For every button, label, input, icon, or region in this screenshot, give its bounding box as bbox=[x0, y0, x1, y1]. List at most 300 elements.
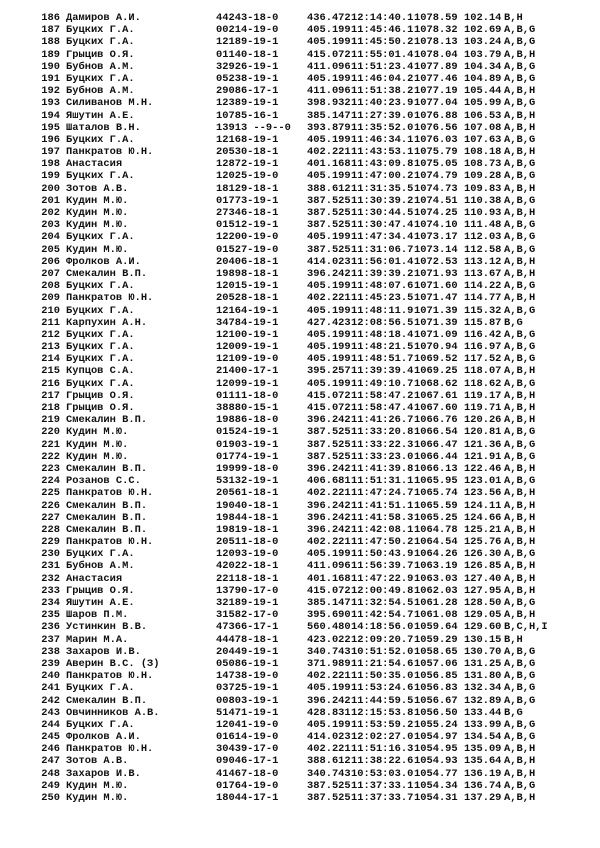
place-number: 187 bbox=[41, 24, 60, 37]
coefficient-value: 128.50 bbox=[464, 597, 502, 609]
ring-number: 09046-17-1 bbox=[216, 755, 279, 768]
arrival-time: 11:51:38.2 bbox=[351, 85, 414, 98]
speed-value: 1054.93 bbox=[414, 755, 458, 768]
ring-number: 21400-17-1 bbox=[216, 365, 279, 378]
place-number: 245 bbox=[41, 731, 60, 744]
coefficient-value: 105.99 bbox=[464, 97, 502, 110]
place-number: 208 bbox=[41, 280, 60, 293]
fancier-name: Смекалин В.П. bbox=[66, 499, 148, 512]
ring-number: 32189-19-1 bbox=[216, 597, 279, 609]
arrival-time: 11:41:51.1 bbox=[351, 499, 414, 512]
fancier-name: Смекалин В.П. bbox=[66, 414, 148, 427]
fancier-name: Кудин М.Ю. bbox=[66, 450, 129, 463]
speed-value: 1071.47 bbox=[414, 292, 458, 305]
distance-km: 405.199 bbox=[307, 548, 351, 561]
arrival-time: 11:55:01.4 bbox=[351, 48, 414, 61]
category-tags: A,B,G bbox=[504, 779, 536, 792]
fancier-name: Розанов С.С. bbox=[66, 475, 141, 488]
speed-value: 1078.13 bbox=[414, 36, 458, 49]
ring-number: 01903-19-1 bbox=[216, 438, 279, 451]
fancier-name: Захаров И.В. bbox=[66, 645, 141, 658]
category-tags: A,B,H bbox=[504, 743, 536, 756]
distance-km: 423.022 bbox=[307, 633, 351, 646]
speed-value: 1054.95 bbox=[414, 743, 458, 756]
coefficient-value: 106.53 bbox=[464, 109, 502, 122]
ring-number: 12189-19-1 bbox=[216, 36, 279, 49]
arrival-time: 11:41:26.7 bbox=[351, 414, 414, 427]
place-number: 244 bbox=[41, 718, 60, 731]
speed-value: 1054.31 bbox=[414, 792, 458, 804]
speed-value: 1056.83 bbox=[414, 682, 458, 695]
category-tags: A,B,G bbox=[504, 243, 536, 256]
place-number: 204 bbox=[41, 231, 60, 244]
speed-value: 1076.03 bbox=[414, 133, 458, 146]
arrival-time: 11:44:59.5 bbox=[351, 694, 414, 707]
fancier-name: Буцких Г.А. bbox=[66, 36, 135, 49]
distance-km: 371.989 bbox=[307, 657, 351, 670]
arrival-time: 11:48:18.4 bbox=[351, 328, 414, 341]
speed-value: 1075.05 bbox=[414, 158, 458, 171]
place-number: 250 bbox=[41, 792, 60, 804]
distance-km: 401.168 bbox=[307, 158, 351, 171]
fancier-name: Марин М.А. bbox=[66, 633, 129, 646]
ring-number: 01774-19-1 bbox=[216, 450, 279, 463]
arrival-time: 11:47:00.2 bbox=[351, 170, 414, 183]
coefficient-value: 105.44 bbox=[464, 85, 502, 98]
ring-number: 20528-18-1 bbox=[216, 292, 279, 305]
fancier-name: Буцких Г.А. bbox=[66, 304, 135, 317]
coefficient-value: 123.56 bbox=[464, 487, 502, 500]
ring-number: 12041-19-0 bbox=[216, 718, 279, 731]
speed-value: 1077.04 bbox=[414, 97, 458, 110]
fancier-name: Буцких Г.А. bbox=[66, 548, 135, 561]
arrival-time: 11:43:53.1 bbox=[351, 146, 414, 159]
fancier-name: Фролков А.И. bbox=[66, 731, 141, 744]
speed-value: 1063.03 bbox=[414, 572, 458, 585]
arrival-time: 11:31:06.7 bbox=[351, 243, 414, 256]
coefficient-value: 129.05 bbox=[464, 609, 502, 622]
ring-number: 12025-19-0 bbox=[216, 170, 279, 183]
arrival-time: 11:58:47.4 bbox=[351, 402, 414, 414]
speed-value: 1070.94 bbox=[414, 341, 458, 354]
distance-km: 414.023 bbox=[307, 255, 351, 268]
arrival-time: 12:14:40.1 bbox=[351, 12, 414, 24]
category-tags: A,B,H bbox=[504, 402, 536, 414]
ring-number: 12093-19-0 bbox=[216, 548, 279, 561]
ring-number: 01512-19-1 bbox=[216, 219, 279, 232]
distance-km: 387.525 bbox=[307, 207, 351, 219]
coefficient-value: 114.22 bbox=[464, 280, 502, 293]
coefficient-value: 116.42 bbox=[464, 328, 502, 341]
coefficient-value: 125.76 bbox=[464, 536, 502, 549]
fancier-name: Анастасия bbox=[66, 158, 123, 171]
fancier-name: Панкратов Ю.Н. bbox=[66, 743, 154, 756]
coefficient-value: 133.99 bbox=[464, 718, 502, 731]
ring-number: 20511-18-0 bbox=[216, 536, 279, 549]
ring-number: 05238-19-1 bbox=[216, 72, 279, 85]
category-tags: A,B,H bbox=[504, 584, 536, 597]
ring-number: 19999-18-0 bbox=[216, 462, 279, 475]
arrival-time: 11:48:51.7 bbox=[351, 353, 414, 366]
distance-km: 388.612 bbox=[307, 755, 351, 768]
coefficient-value: 104.34 bbox=[464, 60, 502, 73]
distance-km: 402.221 bbox=[307, 743, 351, 756]
category-tags: A,B,G bbox=[504, 133, 536, 146]
speed-value: 1066.76 bbox=[414, 414, 458, 427]
distance-km: 395.690 bbox=[307, 609, 351, 622]
category-tags: A,B,H bbox=[504, 755, 536, 768]
distance-km: 398.932 bbox=[307, 97, 351, 110]
arrival-time: 11:42:54.7 bbox=[351, 609, 414, 622]
speed-value: 1071.93 bbox=[414, 267, 458, 280]
fancier-name: Кудин М.Ю. bbox=[66, 219, 129, 232]
arrival-time: 12:02:27.0 bbox=[351, 731, 414, 744]
category-tags: A,B,G bbox=[504, 475, 536, 488]
fancier-name: Захаров И.В. bbox=[66, 767, 141, 780]
distance-km: 405.199 bbox=[307, 280, 351, 293]
speed-value: 1073.17 bbox=[414, 231, 458, 244]
ring-number: 38880-15-1 bbox=[216, 402, 279, 414]
ring-number: 01773-19-1 bbox=[216, 194, 279, 207]
place-number: 192 bbox=[41, 85, 60, 98]
ring-number: 19898-18-1 bbox=[216, 267, 279, 280]
coefficient-value: 118.07 bbox=[464, 365, 502, 378]
coefficient-value: 110.38 bbox=[464, 194, 502, 207]
distance-km: 340.743 bbox=[307, 645, 351, 658]
place-number: 199 bbox=[41, 170, 60, 183]
distance-km: 387.525 bbox=[307, 194, 351, 207]
fancier-name: Кудин М.Ю. bbox=[66, 779, 129, 792]
coefficient-value: 112.03 bbox=[464, 231, 502, 244]
coefficient-value: 109.28 bbox=[464, 170, 502, 183]
speed-value: 1056.50 bbox=[414, 706, 458, 719]
distance-km: 405.199 bbox=[307, 328, 351, 341]
place-number: 205 bbox=[41, 243, 60, 256]
fancier-name: Грыцив О.Я. bbox=[66, 584, 135, 597]
speed-value: 1073.14 bbox=[414, 243, 458, 256]
distance-km: 414.023 bbox=[307, 731, 351, 744]
arrival-time: 11:51:23.4 bbox=[351, 60, 414, 73]
ring-number: 44243-18-0 bbox=[216, 12, 279, 24]
distance-km: 405.199 bbox=[307, 377, 351, 390]
fancier-name: Анастасия bbox=[66, 572, 123, 585]
category-tags: A,B,G bbox=[504, 219, 536, 232]
fancier-name: Кудин М.Ю. bbox=[66, 243, 129, 256]
distance-km: 411.096 bbox=[307, 85, 351, 98]
category-tags: A,B,H bbox=[504, 389, 536, 402]
place-number: 222 bbox=[41, 450, 60, 463]
arrival-time: 11:35:52.0 bbox=[351, 121, 414, 134]
ring-number: 01111-18-0 bbox=[216, 389, 279, 402]
ring-number: 10785-16-1 bbox=[216, 109, 279, 122]
fancier-name: Буцких Г.А. bbox=[66, 24, 135, 37]
coefficient-value: 119.17 bbox=[464, 389, 502, 402]
place-number: 213 bbox=[41, 341, 60, 354]
coefficient-value: 134.54 bbox=[464, 731, 502, 744]
ring-number: 41467-18-0 bbox=[216, 767, 279, 780]
distance-km: 405.199 bbox=[307, 682, 351, 695]
distance-km: 411.096 bbox=[307, 60, 351, 73]
speed-value: 1074.25 bbox=[414, 207, 458, 219]
distance-km: 405.199 bbox=[307, 718, 351, 731]
place-number: 190 bbox=[41, 60, 60, 73]
arrival-time: 11:48:21.5 bbox=[351, 341, 414, 354]
ring-number: 19040-18-1 bbox=[216, 499, 279, 512]
distance-km: 396.242 bbox=[307, 414, 351, 427]
ring-number: 12200-19-0 bbox=[216, 231, 279, 244]
arrival-time: 11:56:39.7 bbox=[351, 560, 414, 573]
arrival-time: 11:47:24.7 bbox=[351, 487, 414, 500]
fancier-name: Смекалин В.П. bbox=[66, 267, 148, 280]
arrival-time: 11:37:33.7 bbox=[351, 792, 414, 804]
distance-km: 396.242 bbox=[307, 499, 351, 512]
speed-value: 1076.56 bbox=[414, 121, 458, 134]
coefficient-value: 133.44 bbox=[464, 706, 502, 719]
coefficient-value: 135.09 bbox=[464, 743, 502, 756]
arrival-time: 11:50:35.0 bbox=[351, 670, 414, 683]
speed-value: 1054.77 bbox=[414, 767, 458, 780]
fancier-name: Яшутин А.Е. bbox=[66, 597, 135, 609]
coefficient-value: 122.46 bbox=[464, 462, 502, 475]
category-tags: B,C,H,I bbox=[504, 621, 548, 634]
category-tags: A,B,G bbox=[504, 194, 536, 207]
distance-km: 396.242 bbox=[307, 462, 351, 475]
arrival-time: 11:50:43.9 bbox=[351, 548, 414, 561]
arrival-time: 11:47:34.4 bbox=[351, 231, 414, 244]
speed-value: 1059.29 bbox=[414, 633, 458, 646]
category-tags: A,B,H bbox=[504, 267, 536, 280]
arrival-time: 11:30:39.2 bbox=[351, 194, 414, 207]
arrival-time: 11:41:58.3 bbox=[351, 511, 414, 524]
speed-value: 1076.88 bbox=[414, 109, 458, 122]
coefficient-value: 118.62 bbox=[464, 377, 502, 390]
ring-number: 22118-18-1 bbox=[216, 572, 279, 585]
ring-number: 31582-17-0 bbox=[216, 609, 279, 622]
ring-number: 12100-19-1 bbox=[216, 328, 279, 341]
place-number: 224 bbox=[41, 475, 60, 488]
speed-value: 1072.53 bbox=[414, 255, 458, 268]
coefficient-value: 104.89 bbox=[464, 72, 502, 85]
speed-value: 1066.47 bbox=[414, 438, 458, 451]
speed-value: 1065.95 bbox=[414, 475, 458, 488]
coefficient-value: 116.97 bbox=[464, 341, 502, 354]
distance-km: 405.199 bbox=[307, 72, 351, 85]
category-tags: A,B,H bbox=[504, 182, 536, 195]
coefficient-value: 121.91 bbox=[464, 450, 502, 463]
speed-value: 1077.46 bbox=[414, 72, 458, 85]
coefficient-value: 124.66 bbox=[464, 511, 502, 524]
arrival-time: 11:56:01.4 bbox=[351, 255, 414, 268]
distance-km: 402.221 bbox=[307, 536, 351, 549]
fancier-name: Буцких Г.А. bbox=[66, 377, 135, 390]
ring-number: 51471-19-1 bbox=[216, 706, 279, 719]
speed-value: 1067.61 bbox=[414, 389, 458, 402]
category-tags: A,B,H bbox=[504, 523, 536, 536]
place-number: 201 bbox=[41, 194, 60, 207]
ring-number: 34784-19-1 bbox=[216, 316, 279, 329]
category-tags: A,B,H bbox=[504, 292, 536, 305]
category-tags: A,B,G bbox=[504, 341, 536, 354]
speed-value: 1077.19 bbox=[414, 85, 458, 98]
place-number: 212 bbox=[41, 328, 60, 341]
place-number: 226 bbox=[41, 499, 60, 512]
speed-value: 1078.04 bbox=[414, 48, 458, 61]
category-tags: A,B,G bbox=[504, 657, 536, 670]
speed-value: 1056.85 bbox=[414, 670, 458, 683]
coefficient-value: 102.14 bbox=[464, 12, 502, 24]
category-tags: A,B,G bbox=[504, 450, 536, 463]
fancier-name: Буцких Г.А. bbox=[66, 170, 135, 183]
category-tags: B,G bbox=[504, 316, 523, 329]
place-number: 194 bbox=[41, 109, 60, 122]
fancier-name: Панкратов Ю.Н. bbox=[66, 292, 154, 305]
place-number: 214 bbox=[41, 353, 60, 366]
place-number: 242 bbox=[41, 694, 60, 707]
place-number: 189 bbox=[41, 48, 60, 61]
arrival-time: 11:46:04.2 bbox=[351, 72, 414, 85]
category-tags: A,B,H bbox=[504, 487, 536, 500]
fancier-name: Панкратов Ю.Н. bbox=[66, 146, 154, 159]
place-number: 240 bbox=[41, 670, 60, 683]
ring-number: 00803-19-1 bbox=[216, 694, 279, 707]
fancier-name: Кудин М.Ю. bbox=[66, 426, 129, 439]
fancier-name: Буцких Г.А. bbox=[66, 231, 135, 244]
category-tags: A,B,G bbox=[504, 24, 536, 37]
ring-number: 20530-18-1 bbox=[216, 146, 279, 159]
distance-km: 436.472 bbox=[307, 12, 351, 24]
ring-number: 01524-19-1 bbox=[216, 426, 279, 439]
coefficient-value: 130.15 bbox=[464, 633, 502, 646]
speed-value: 1054.34 bbox=[414, 779, 458, 792]
category-tags: A,B,G bbox=[504, 97, 536, 110]
speed-value: 1078.59 bbox=[414, 12, 458, 24]
category-tags: A,B,G bbox=[504, 72, 536, 85]
arrival-time: 11:21:54.6 bbox=[351, 657, 414, 670]
fancier-name: Грыцив О.Я. bbox=[66, 48, 135, 61]
ring-number: 20449-19-1 bbox=[216, 645, 279, 658]
distance-km: 387.525 bbox=[307, 219, 351, 232]
category-tags: A,B,H bbox=[504, 511, 536, 524]
coefficient-value: 103.24 bbox=[464, 36, 502, 49]
category-tags: A,B,H bbox=[504, 609, 536, 622]
fancier-name: Панкратов Ю.Н. bbox=[66, 670, 154, 683]
ring-number: 00214-19-0 bbox=[216, 24, 279, 37]
distance-km: 405.199 bbox=[307, 353, 351, 366]
category-tags: A,B,G bbox=[504, 731, 536, 744]
ring-number: 19844-18-1 bbox=[216, 511, 279, 524]
speed-value: 1066.44 bbox=[414, 450, 458, 463]
arrival-time: 11:37:33.1 bbox=[351, 779, 414, 792]
category-tags: A,B,H bbox=[504, 109, 536, 122]
ring-number: 12164-19-1 bbox=[216, 304, 279, 317]
place-number: 230 bbox=[41, 548, 60, 561]
speed-value: 1059.64 bbox=[414, 621, 458, 634]
ring-number: 01764-19-0 bbox=[216, 779, 279, 792]
ring-number: 13913 --9--0 bbox=[216, 121, 291, 134]
fancier-name: Карпухин А.Н. bbox=[66, 316, 148, 329]
coefficient-value: 103.79 bbox=[464, 48, 502, 61]
arrival-time: 11:32:54.5 bbox=[351, 597, 414, 609]
fancier-name: Бубнов А.М. bbox=[66, 560, 135, 573]
arrival-time: 11:51:31.1 bbox=[351, 475, 414, 488]
category-tags: B,H bbox=[504, 12, 523, 24]
ring-number: 18044-17-1 bbox=[216, 792, 279, 804]
fancier-name: Шаталов В.Н. bbox=[66, 121, 141, 134]
category-tags: A,B,H bbox=[504, 365, 536, 378]
place-number: 206 bbox=[41, 255, 60, 268]
place-number: 217 bbox=[41, 389, 60, 402]
distance-km: 415.072 bbox=[307, 402, 351, 414]
arrival-time: 11:45:46.1 bbox=[351, 24, 414, 37]
distance-km: 402.221 bbox=[307, 146, 351, 159]
ring-number: 12168-19-1 bbox=[216, 133, 279, 146]
distance-km: 395.257 bbox=[307, 365, 351, 378]
distance-km: 402.221 bbox=[307, 670, 351, 683]
coefficient-value: 115.87 bbox=[464, 316, 502, 329]
arrival-time: 12:15:53.8 bbox=[351, 706, 414, 719]
arrival-time: 11:33:20.8 bbox=[351, 426, 414, 439]
fancier-name: Зотов А.В. bbox=[66, 182, 129, 195]
fancier-name: Буцких Г.А. bbox=[66, 341, 135, 354]
place-number: 228 bbox=[41, 523, 60, 536]
place-number: 193 bbox=[41, 97, 60, 110]
arrival-time: 11:45:23.5 bbox=[351, 292, 414, 305]
coefficient-value: 137.29 bbox=[464, 792, 502, 804]
place-number: 219 bbox=[41, 414, 60, 427]
fancier-name: Буцких Г.А. bbox=[66, 353, 135, 366]
speed-value: 1074.10 bbox=[414, 219, 458, 232]
ring-number: 20561-18-1 bbox=[216, 487, 279, 500]
ring-number: 47366-17-1 bbox=[216, 621, 279, 634]
speed-value: 1071.39 bbox=[414, 316, 458, 329]
coefficient-value: 130.70 bbox=[464, 645, 502, 658]
speed-value: 1056.67 bbox=[414, 694, 458, 707]
ring-number: 12389-19-1 bbox=[216, 97, 279, 110]
distance-km: 387.525 bbox=[307, 450, 351, 463]
coefficient-value: 136.19 bbox=[464, 767, 502, 780]
place-number: 237 bbox=[41, 633, 60, 646]
coefficient-value: 131.25 bbox=[464, 657, 502, 670]
arrival-time: 11:51:16.3 bbox=[351, 743, 414, 756]
speed-value: 1064.78 bbox=[414, 523, 458, 536]
fancier-name: Купцов С.А. bbox=[66, 365, 135, 378]
place-number: 225 bbox=[41, 487, 60, 500]
arrival-time: 11:33:23.0 bbox=[351, 450, 414, 463]
category-tags: A,B,G bbox=[504, 158, 536, 171]
place-number: 196 bbox=[41, 133, 60, 146]
speed-value: 1061.28 bbox=[414, 597, 458, 609]
distance-km: 405.199 bbox=[307, 304, 351, 317]
category-tags: A,B,H bbox=[504, 572, 536, 585]
distance-km: 428.831 bbox=[307, 706, 351, 719]
fancier-name: Буцких Г.А. bbox=[66, 328, 135, 341]
arrival-time: 12:09:20.7 bbox=[351, 633, 414, 646]
category-tags: A,B,H bbox=[504, 792, 536, 804]
arrival-time: 11:30:44.5 bbox=[351, 207, 414, 219]
coefficient-value: 113.12 bbox=[464, 255, 502, 268]
arrival-time: 10:53:03.0 bbox=[351, 767, 414, 780]
fancier-name: Буцких Г.А. bbox=[66, 682, 135, 695]
arrival-time: 11:33:22.3 bbox=[351, 438, 414, 451]
place-number: 198 bbox=[41, 158, 60, 171]
place-number: 238 bbox=[41, 645, 60, 658]
speed-value: 1054.97 bbox=[414, 731, 458, 744]
speed-value: 1067.60 bbox=[414, 402, 458, 414]
category-tags: A,B,G bbox=[504, 328, 536, 341]
speed-value: 1065.25 bbox=[414, 511, 458, 524]
place-number: 218 bbox=[41, 402, 60, 414]
category-tags: A,B,G bbox=[504, 280, 536, 293]
